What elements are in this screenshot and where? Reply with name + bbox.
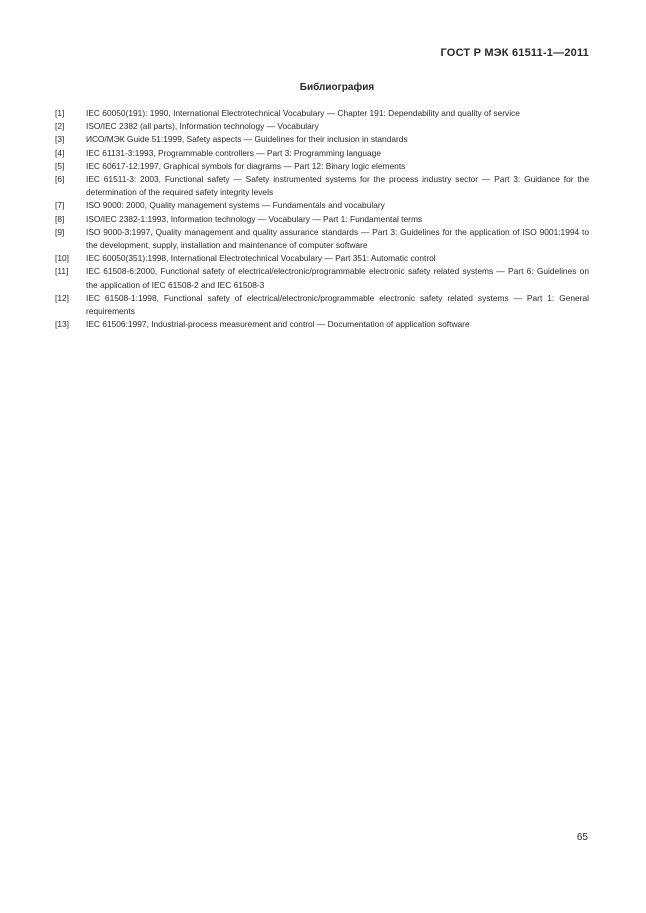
reference-text: ISO/IEC 2382 (all parts), Information technology — Vocabulary xyxy=(86,121,319,132)
reference-text: IEC 61508-1:1998, Functional safety of electrical/electronic/programmable electronic safety related systems — Part 1: General requirements xyxy=(86,292,589,317)
bibliography-item xyxy=(55,173,589,199)
reference-text: ISO/IEC 2382-1:1993, Information technology — Vocabulary — Part 1: Fundamental terms xyxy=(86,213,423,224)
reference-number: [8] xyxy=(55,213,65,224)
bibliography-item xyxy=(55,318,589,331)
reference-text: IEC 61508-6:2000, Functional safety of electrical/electronic/programmable electronic safety related systems — Part 6: Guidelines on the application of IEC 61508-2 and IEC 61508-3 xyxy=(86,266,589,290)
bibliography-item xyxy=(55,147,589,160)
reference-text: IEC 61131-3:1993, Programmable controllers — Part 3: Programming language xyxy=(86,147,381,158)
reference-number: [3] xyxy=(55,134,65,145)
bibliography-item xyxy=(55,160,589,173)
reference-number: [11] xyxy=(55,266,69,277)
reference-number: [10] xyxy=(55,253,69,264)
reference-text: ISO 9000: 2000, Quality management systems — Fundamentals and vocabulary xyxy=(86,200,385,211)
bibliography-item xyxy=(55,199,589,212)
reference-number: [6] xyxy=(55,174,65,185)
reference-number: [1] xyxy=(55,108,65,118)
reference-text: ИСО/МЭК Guide 51:1999, Safety aspects — Guidelines for their inclusion in standards xyxy=(86,134,408,145)
page-number: 65 xyxy=(576,832,588,843)
reference-number: [7] xyxy=(55,200,65,211)
reference-number: [13] xyxy=(55,319,69,330)
reference-number: [2] xyxy=(55,121,65,132)
reference-text: IEC 61511-3: 2003, Functional safety — Safety instrumented systems for the process industry sector — Part 3: Guidance for the determination of the required safety integrity levels xyxy=(86,174,589,198)
reference-text: IEC 61506:1997, Industrial-process measurement and control — Documentation of application software xyxy=(86,319,470,330)
reference-text: IEC 60617-12:1997, Graphical symbols for diagrams — Part 12: Binary logic elements xyxy=(86,160,406,171)
section-title: Библиография xyxy=(299,82,375,93)
bibliography-item xyxy=(55,107,589,120)
bibliography-item xyxy=(55,226,589,252)
bibliography-item xyxy=(55,252,589,265)
reference-number: [9] xyxy=(55,226,65,237)
reference-number: [12] xyxy=(55,292,69,303)
reference-text: ISO 9000-3:1997, Quality management and quality assurance standards — Part 3: Guidelines for the application of ISO 9001:1994 to the development, supply, installation and maintenance of computer software xyxy=(86,226,589,251)
reference-number: [4] xyxy=(55,147,65,158)
bibliography-item xyxy=(55,292,589,318)
bibliography-item xyxy=(55,120,589,133)
document-code: ГОСТ Р МЭК 61511-1—2011 xyxy=(440,47,589,59)
bibliography-item xyxy=(55,265,589,291)
reference-text: IEC 60050(351):1998, International Electrotechnical Vocabulary — Part 351: Automatic control xyxy=(86,253,436,264)
reference-number: [5] xyxy=(55,160,65,171)
bibliography-item xyxy=(55,213,589,226)
bibliography-item xyxy=(55,133,589,146)
reference-text: IEC 60050(191): 1990, International Electrotechnical Vocabulary — Chapter 191: Dependability and quality of service xyxy=(86,108,520,118)
bibliography-list xyxy=(55,107,589,331)
